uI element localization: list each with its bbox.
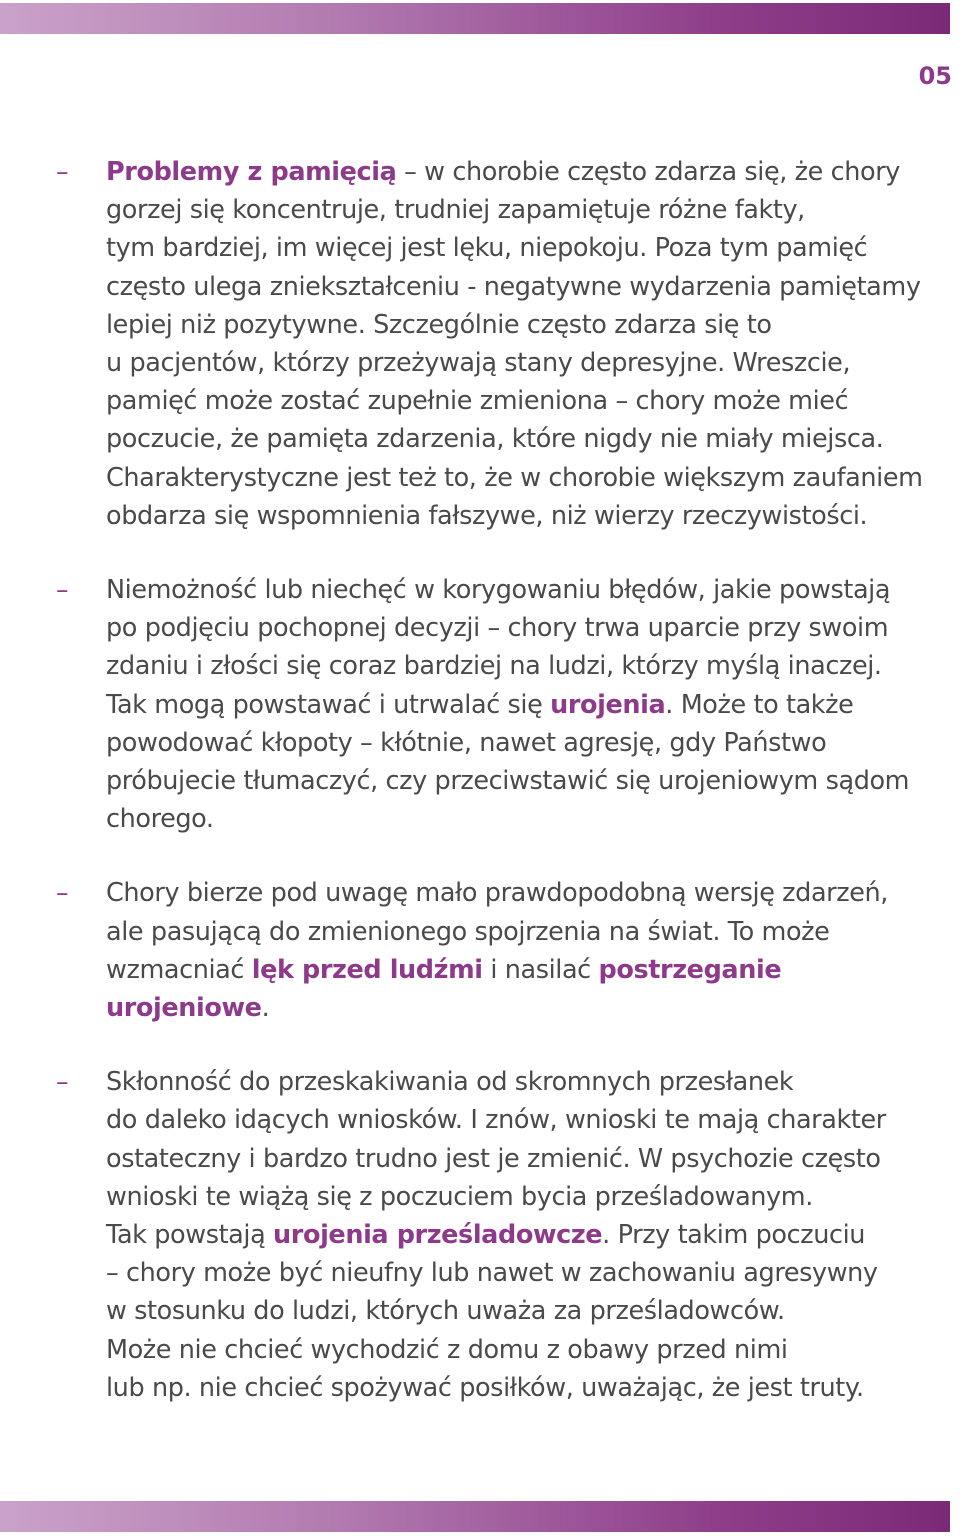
bullet-dash-icon: – (56, 1067, 69, 1097)
text-segment: gorzej się koncentruje, trudniej zapamiętuje różne fakty, (106, 195, 805, 226)
bullet-dash-icon: – (56, 878, 69, 908)
bottom-decorative-band (0, 1501, 950, 1532)
list-item (0, 874, 946, 1027)
text-segment: i nasilać (482, 954, 599, 985)
text-segment: wnioski te wiążą się z poczuciem bycia prześladowanym. (106, 1181, 813, 1212)
bullet-dash-icon: – (56, 157, 69, 186)
text-segment: poczucie, że pamięta zdarzenia, które nigdy nie miały miejsca. (106, 424, 884, 455)
text-segment: Chory bierze pod uwagę mało prawdopodobną wersję zdarzeń, (106, 878, 889, 909)
text-segment: wzmacniać (106, 954, 252, 985)
text-segment: . Przy takim poczuciu (602, 1220, 866, 1251)
text-segment: często ulega zniekształceniu - negatywne wydarzenia pamiętamy (106, 271, 921, 302)
text-segment: ostateczny i bardzo trudno jest je zmienić. W psychozie często (106, 1143, 881, 1174)
bullet-list (0, 153, 960, 1443)
highlighted-term: urojenia prześladowcze (273, 1220, 603, 1251)
page-number: 05 (918, 62, 952, 90)
text-segment: . (261, 993, 270, 1024)
text-segment: chorego. (106, 804, 214, 835)
text-segment: Tak mogą powstawać i utrwalać się (106, 689, 551, 720)
list-item (0, 153, 946, 535)
text-segment: do daleko idących wniosków. I znów, wnioski te mają charakter (106, 1105, 886, 1136)
list-item (0, 1063, 946, 1407)
highlighted-term: Problemy z pamięcią (106, 157, 397, 187)
text-segment: – chory może być nieufny lub nawet w zachowaniu agresywny (106, 1258, 878, 1289)
highlighted-term: urojenia (550, 689, 666, 720)
list-item-text (106, 1063, 946, 1407)
highlighted-term: lęk przed ludźmi (251, 954, 483, 985)
text-segment: próbujecie tłumaczyć, czy przeciwstawić się urojeniowym sądom (106, 766, 910, 797)
text-segment: pamięć może zostać zupełnie zmieniona – chory może mieć (106, 386, 849, 417)
text-segment: . Może to także (665, 689, 854, 720)
text-segment: obdarza się wspomnienia fałszywe, niż wierzy rzeczywistości. (106, 500, 868, 531)
text-segment: Niemożność lub niechęć w korygowaniu błędów, jakie powstają (106, 575, 891, 606)
text-segment: u pacjentów, którzy przeżywają stany depresyjne. Wreszcie, (106, 348, 851, 379)
text-segment: zdaniu i złości się coraz bardziej na ludzi, którzy myślą inaczej. (106, 651, 882, 682)
text-segment: – w chorobie często zdarza się, że chory (396, 157, 900, 187)
text-segment: ale pasującą do zmienionego spojrzenia na świat. To może (106, 916, 830, 947)
highlighted-term: urojeniowe (106, 993, 262, 1024)
list-item-text (106, 874, 946, 1027)
list-item-text (106, 153, 946, 535)
text-segment: Może nie chcieć wychodzić z domu z obawy przed nimi (106, 1334, 788, 1365)
bullet-dash-icon: – (56, 575, 69, 605)
list-item-text (106, 571, 946, 838)
text-segment: w stosunku do ludzi, których uważa za prześladowców. (106, 1296, 785, 1327)
top-decorative-band (0, 3, 950, 34)
text-segment: tym bardziej, im więcej jest lęku, niepokoju. Poza tym pamięć (106, 233, 868, 264)
text-segment: lub np. nie chcieć spożywać posiłków, uważając, że jest truty. (106, 1372, 864, 1403)
text-segment: lepiej niż pozytywne. Szczególnie często zdarza się to (106, 309, 772, 340)
text-segment: powodować kłopoty – kłótnie, nawet agresję, gdy Państwo (106, 727, 827, 758)
list-item (0, 571, 946, 838)
text-segment: Tak powstają (106, 1220, 274, 1251)
highlighted-term: postrzeganie (598, 954, 782, 985)
text-segment: Skłonność do przeskakiwania od skromnych przesłanek (106, 1067, 794, 1098)
text-segment: po podjęciu pochopnej decyzji – chory trwa uparcie przy swoim (106, 613, 889, 644)
text-segment: Charakterystyczne jest też to, że w chorobie większym zaufaniem (106, 462, 923, 493)
